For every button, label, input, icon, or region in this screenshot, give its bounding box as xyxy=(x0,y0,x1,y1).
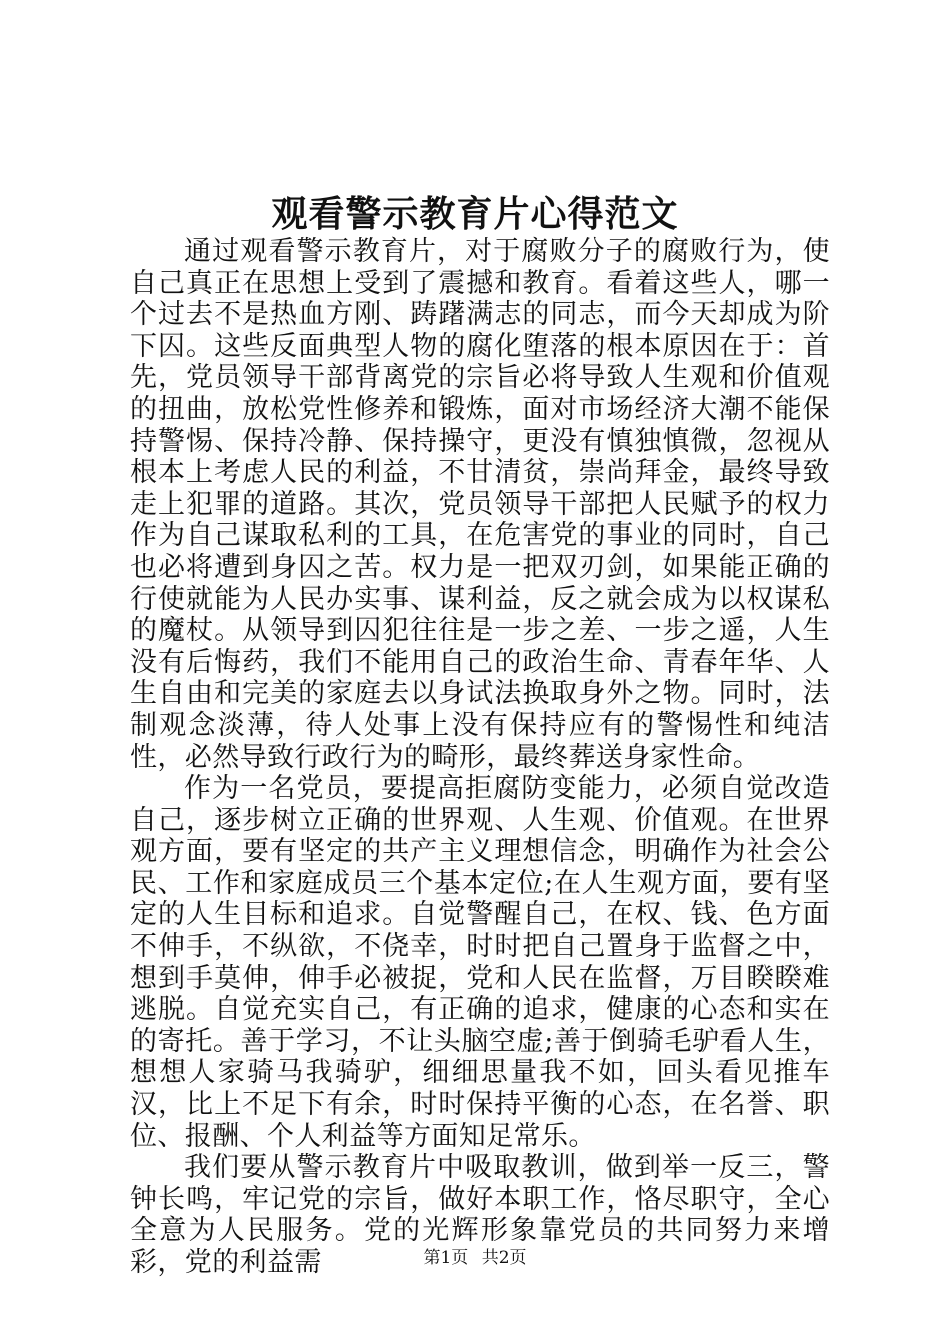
page-footer xyxy=(0,1243,950,1268)
page-number-total: 共2页 xyxy=(481,1248,527,1268)
page-number-current: 第1页 xyxy=(423,1248,469,1268)
paragraph-3: 我们要从警示教育片中吸取教训，做到举一反三，警钟长鸣，牢记党的宗旨，做好本职工作，恪尽职守，全心全意为人民服务。党的光辉形象靠党员的共同努力来增彩，党的利益需 xyxy=(130,1152,830,1278)
document-title: 观看警示教育片心得范文 xyxy=(271,193,679,235)
paragraph-1: 通过观看警示教育片，对于腐败分子的腐败行为，使自己真正在思想上受到了震撼和教育。看着这些人，哪一个过去不是热血方刚、踌躇满志的同志，而今天却成为阶下囚。这些反面典型人物的腐化堕落的根本原因在于：首先，党员领导干部背离党的宗旨必将导致人生观和价值观的扭曲，放松党性修养和锻炼，面对市场经济大潮不能保持警惕、保持冷静、保持操守，更没有慎独慎微，忽视从根本上考虑人民的利益，不甘清贫，崇尚拜金，最终导致走上犯罪的道路。其次，党员领导干部把人民赋予的权力作为自己谋取私利的工具，在危害党的事业的同时，自己也必将遭到身囚之苦。权力是一把双刃剑，如果能正确的行使就能为人民办实事、谋利益，反之就会成为以权谋私的魔杖。从领导到囚犯往往是一步之差、一步之遥，人生没有后悔药，我们不能用自己的政治生命、青春年华、人生自由和完美的家庭去以身试法换取身外之物。同时，法制观念淡薄，待人处事上没有保持应有的警惕性和纯洁性，必然导致行政行为的畸形，最终葬送身家性命。 xyxy=(130,236,830,773)
paragraph-2: 作为一名党员，要提高拒腐防变能力，必须自觉改造自己，逐步树立正确的世界观、人生观、价值观。在世界观方面，要有坚定的共产主义理想信念，明确作为社会公民、工作和家庭成员三个基本定位;在人生观方面，要有坚定的人生目标和追求。自觉警醒自己，在权、钱、色方面不伸手，不纵欲，不侥幸，时时把自己置身于监督之中，想到手莫伸，伸手必被捉，党和人民在监督，万目睽睽难逃脱。自觉充实自己，有正确的追求，健康的心态和实在的寄托。善于学习，不让头脑空虚;善于倒骑毛驴看人生，想想人家骑马我骑驴，细细思量我不如，回头看见推车汉，比上不足下有余，时时保持平衡的心态，在名誉、职位、报酬、个人利益等方面知足常乐。 xyxy=(130,773,830,1152)
document-body xyxy=(130,236,830,1279)
